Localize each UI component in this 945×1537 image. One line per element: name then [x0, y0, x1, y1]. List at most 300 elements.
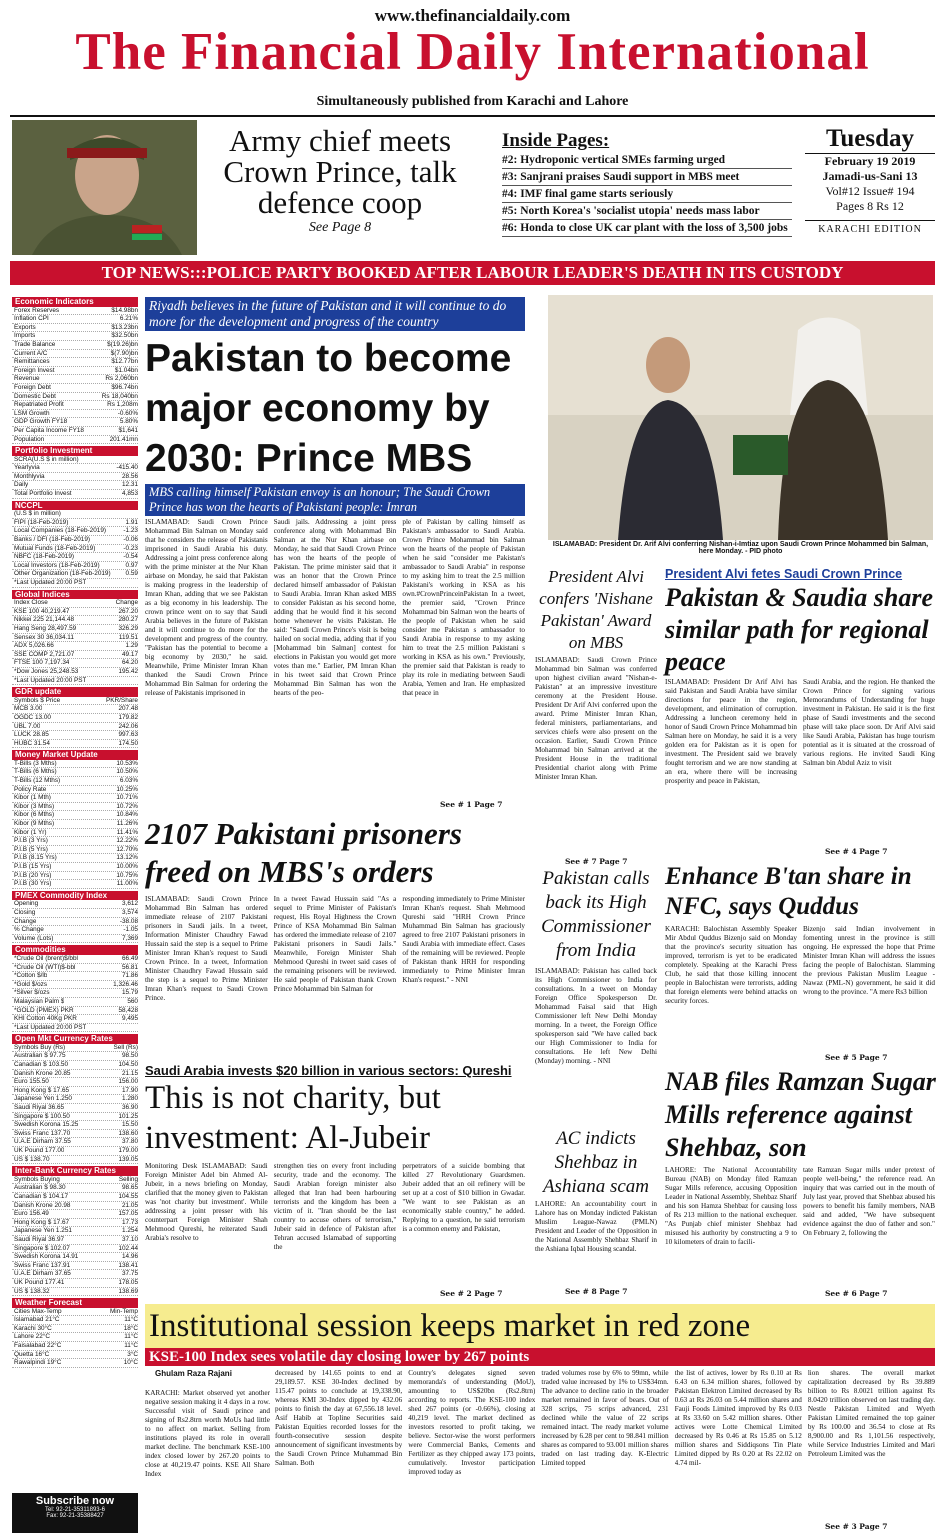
row-value: 1.29: [125, 642, 138, 650]
openmkt-row: [12, 1044, 138, 1053]
row-value: 156.00: [118, 1078, 138, 1086]
alvi-body-2: [665, 678, 935, 855]
row-value: 157.05: [118, 1210, 138, 1218]
row-value: 37.75: [122, 1270, 138, 1278]
army-chief-photo: [12, 120, 197, 255]
row-label: Swiss Franc 137.70: [14, 1129, 71, 1137]
row-label: P.I.B (30 Yrs): [14, 880, 52, 888]
alvi-deck[interactable]: President Alvi confers 'Nishane Pakistan' Award on MBS: [539, 567, 653, 652]
volume-issue: Vol#12 Issue# 194: [825, 184, 915, 198]
money-row: [12, 786, 138, 795]
money-row: [12, 863, 138, 872]
pmex-row: [12, 926, 138, 935]
alvi-col-3: Saudi Arabia, and the region. He thanked the Crown Prince for signing various Memorandums of Understanding for huge investment in Pakistan. He said it is the first phase of Saudi investments and the second phase will take place soon. Dr Arif Alvi said like Saudi Arabia, Pakistan has huge tourism potential as it is situated at the crossroad of various regions. He invited Saudi King Salman bin Abdul Aziz to visit: [803, 678, 935, 767]
date-box: [805, 125, 935, 235]
row-value: 37.10: [122, 1235, 138, 1243]
subscribe-fax: Fax: 92-21-35388427: [46, 1513, 104, 1519]
global-header: Global Indices: [12, 590, 138, 600]
row-value: 138.41: [118, 1261, 138, 1269]
row-label: Daily: [14, 481, 29, 489]
econ-row: [12, 393, 138, 402]
global-row: [12, 642, 138, 651]
row-value: 10.53%: [116, 759, 138, 767]
row-value: 138.60: [118, 1129, 138, 1137]
row-label: P.I.B (15 Yrs): [14, 863, 52, 870]
row-label: Lahore 22°C: [14, 1333, 50, 1341]
row-value: -0.06: [123, 536, 138, 544]
row-value: 0.97: [125, 561, 138, 569]
jubeir-see-page[interactable]: See # 2 Page 7: [440, 1289, 503, 1298]
interbank-row: [12, 1245, 138, 1254]
row-label: LSM Growth: [14, 409, 50, 417]
row-label: ADX 5,026.66: [14, 642, 54, 650]
global-row: [12, 616, 138, 625]
row-value: 195.42: [118, 667, 138, 675]
openmkt-row: [12, 1061, 138, 1070]
row-value: Min-Temp: [109, 1307, 138, 1315]
row-value: 37.80: [122, 1138, 138, 1146]
row-label: OGDC 13.00: [14, 713, 51, 721]
nab-col-1: LAHORE: The National Accountability Bureau (NAB) on Monday filed Ramzan Sugar Mills reference, accusing Opposition Leader in National Assembly, Shehbaz Sharif and his son Hamza Shehbaz for causing loss of Rs 213 million to the national exchequer. "As Punjab chief minister Shehbaz had misused his authority by constructing a 9 to 10 kilometers of drain to facili-: [665, 1166, 797, 1246]
market-subhead[interactable]: KSE-100 Index sees volatile day closing lower by 267 points: [145, 1348, 935, 1366]
econ-row: [12, 436, 138, 445]
row-label: Monthlyvia: [14, 472, 45, 480]
lead-col-2: Saudi jails. Addressing a joint press conference along with Mohammad Bin Salman at the Nur Khan airbase on Monday, he said that Saudi Crown Prince has won the hearts of the people of Pakistan. The prime minister said that it was an honor that the Crown Prince declared himself ambassador of Pakistan to Saudi Arabia. Imran Khan asked MBS to consider Pakistan as his second home, adding that he would find it his second home whenever he visits Pakistan. He said: "Saudi Crown Prince's visit is being hailed on social media, adding that if you [Mohammad bin Salman] contest for elections in Pakistan you would get more votes than me." Earlier, PM Imran Khan in his tweet said that Crown Prince Mohammad Bin Salman has won the hearts of the peo-: [273, 518, 397, 697]
row-value: 66.49: [122, 954, 138, 962]
row-value: 56.81: [122, 963, 138, 971]
row-value: 5.80%: [119, 418, 138, 426]
row-value: 326.29: [118, 624, 138, 632]
row-label: Domestic Debt: [14, 392, 56, 400]
interbank-row: [12, 1193, 138, 1202]
openmkt-row: [12, 1130, 138, 1139]
row-label: Canadian $ 104.17: [14, 1192, 69, 1200]
row-value: $(7.90)bn: [110, 349, 138, 357]
army-chief-portrait-icon: [12, 120, 197, 255]
row-value: 178.05: [118, 1278, 138, 1286]
lead-headline[interactable]: Pakistan to become major economy by 2030: Prince MBS: [145, 337, 512, 480]
row-label: FIPI (18-Feb-2019): [14, 518, 69, 526]
row-label: Rawalpindi 19°C: [14, 1359, 62, 1367]
row-value: 15.50: [122, 1121, 138, 1129]
row-label: *GOLD (PMEX) PKR: [14, 1006, 74, 1014]
commodities-row: [12, 998, 138, 1007]
nccpl-row: [12, 510, 138, 519]
econ-row: [12, 384, 138, 393]
row-value: 11.26%: [116, 820, 138, 828]
nccpl-row: [12, 570, 138, 579]
row-label: U.A.E Dirham 37.55: [14, 1138, 71, 1146]
row-value: 1.280: [122, 1095, 138, 1103]
nab-body: [665, 1166, 935, 1288]
openmkt-row: [12, 1087, 138, 1096]
interbank-row: [12, 1210, 138, 1219]
row-value: $96.74bn: [111, 383, 138, 391]
row-label: % Change: [14, 926, 44, 934]
openmkt-row: [12, 1113, 138, 1122]
row-label: Closing: [14, 908, 36, 916]
money-row: [12, 811, 138, 820]
row-value: 139.05: [118, 1155, 138, 1163]
alvi-col-2: ISLAMABAD: President Dr Arif Alvi has said Pakistan and Saudi Arabia have similar directions for peace in the region, development, and elimination of corruption. Addressing a luncheon ceremony held in honor of Saudi Crown Prince Mohammad bin Salman here on Monday, he said it is a very golden era for Pakistan as it is open for investment. The President said we bravely fought terrorism and we are now standing at an era, where there will be increasing prosperity and peace in Pakistan,: [665, 678, 797, 785]
row-label: SSE COMP 2,721.07: [14, 650, 75, 658]
row-value: Change: [115, 599, 138, 607]
row-label: *Crude Oil (WTI)$-bbl: [14, 963, 76, 971]
row-label: Foreign Invest: [14, 366, 55, 374]
weather-row: [12, 1316, 138, 1325]
jubeir-col-3: perpetrators of a suicide bombing that killed 27 Revolutionary Guardsmen. Jubeir added that an oil refinery will be set up at a cost of $10 billion in Gwadar. "We want to see Pakistan as an economically stable country," he added. Replying to a question, he said terrorism is a common enemy and Pakistan,: [402, 1162, 526, 1233]
alvi-see-1[interactable]: See # 7 Page 7: [565, 857, 628, 866]
market-byline: Ghulam Raza Rajani: [155, 1369, 232, 1378]
commodities-row: [12, 972, 138, 981]
econ-row: [12, 358, 138, 367]
row-label: Volume (Lots): [14, 934, 54, 942]
market-body-2: [275, 1369, 935, 1529]
money-row: [12, 768, 138, 777]
row-label: Danish Krone 20.85: [14, 1069, 71, 1077]
row-value: Selling: [118, 1175, 138, 1183]
row-label: Change: [14, 917, 37, 925]
prisoners-body: [145, 895, 525, 1055]
row-label: Trade Balance: [14, 340, 56, 348]
gdr-header: GDR update: [12, 687, 138, 697]
shehbaz-body: [535, 1200, 657, 1285]
pages-price: Pages 8 Rs 12: [836, 199, 904, 213]
row-label: Kibor (1 Mth): [14, 794, 51, 802]
row-label: Hong Kong $ 17.65: [14, 1086, 70, 1094]
row-label: *Dow Jones 25,248.53: [14, 667, 79, 675]
quddus-see-page[interactable]: See # 5 Page 7: [825, 1053, 888, 1062]
row-label: MCB 3.00: [14, 705, 43, 713]
row-label: Kibor (3 Mths): [14, 802, 55, 810]
money-row: [12, 820, 138, 829]
row-value: -0.54: [123, 553, 138, 561]
row-label: Singapore $ 100.50: [14, 1112, 70, 1120]
row-value: $14.98bn: [111, 306, 138, 314]
global-row: [12, 659, 138, 668]
row-label: Saudi Riyal 36.97: [14, 1235, 65, 1243]
pmex-row: [12, 909, 138, 918]
row-label: SCRA(U.S $ in million): [14, 455, 79, 463]
nab-headline[interactable]: NAB files Ramzan Sugar Mills reference against Shehbaz, son: [665, 1067, 936, 1162]
openmkt-row: [12, 1156, 138, 1165]
row-label: Per Capita Income FY18: [14, 426, 84, 434]
portfolio-row: [12, 464, 138, 473]
jubeir-headline[interactable]: This is not charity, but investment: Al-Jubeir: [145, 1080, 441, 1156]
interbank-row: [12, 1227, 138, 1236]
money-row: [12, 803, 138, 812]
website-url[interactable]: www.thefinancialdaily.com: [374, 6, 571, 25]
row-label: UK Pound 177.00: [14, 1147, 65, 1154]
row-value: Rs 1,208m: [107, 401, 138, 409]
econ-row: [12, 332, 138, 341]
global-row: [12, 599, 138, 608]
econ-row: [12, 401, 138, 410]
row-label: KHI Cotton 40Kg PKR: [14, 1015, 77, 1023]
row-label: Repatriated Profit: [14, 401, 64, 409]
masthead: The Financial Daily International: [75, 23, 870, 81]
subscribe-title[interactable]: Subscribe now: [35, 1495, 115, 1507]
row-value: 1.91: [125, 518, 138, 526]
market-col-4: traded volumes rose by 6% to 99mn, while traded value increased by 1% to US$34mn. The advance to decline ratio in the broader market remained in favor of bears. Out of 328 scrips, 75 scrips advanced, 231 declined while the value of 22 scrips remained intact. The ready market volume increased by 6.28 per cent to 98.841 million shares as compared to 93.001 million shares traded on last trading day. K-Electric Limited topped: [541, 1369, 669, 1467]
photo-caption: ISLAMABAD: President Dr. Arif Alvi conferring Nishan-i-Imtiaz upon Saudi Crown Prince Mohammed bin Salman, here Monday. - PID photo: [552, 541, 929, 555]
india-body: [535, 967, 657, 1122]
row-label: Inflation CPI: [14, 315, 49, 323]
row-value: 179.82: [118, 713, 138, 721]
date: February 19 2019: [824, 154, 916, 168]
row-label: Mutual Funds (18-Feb-2019): [14, 544, 96, 552]
nccpl-row: [12, 562, 138, 571]
shehbaz-see-page[interactable]: See # 8 Page 7: [565, 1287, 628, 1296]
row-label: *Silver $/ozs: [14, 989, 50, 997]
lead-see-page[interactable]: See # 1 Page 7: [440, 800, 503, 809]
row-value: PKR/Share: [106, 696, 138, 704]
row-value: 3,574: [122, 908, 138, 916]
money-row: [12, 794, 138, 803]
row-label: Foreign Debt: [14, 383, 51, 391]
openmkt-row: [12, 1070, 138, 1079]
row-label: Local Investors (18-Feb-2019): [14, 561, 100, 569]
alvi-label[interactable]: President Alvi fetes Saudi Crown Prince: [665, 567, 903, 581]
commodities-header: Commodities: [12, 945, 138, 955]
inside-item[interactable]: #3: Sanjrani praises Saudi support in MBS meet: [502, 169, 792, 186]
row-label: FTSE 100 7,197.34: [14, 659, 70, 667]
econ-row: [12, 410, 138, 419]
money-row: [12, 829, 138, 838]
quddus-col-2: Bizenjo said Indian involvement in fomenting unrest in the province is still ongoing. He expressed the hope that Prime Minister Imran Khan will address the issues facing the people of Balochistan. Slamming the previous Pakistan Muslim League - Nawaz (PML-N) government, he said it did wrong to the province. "A mere Rs3 billion: [803, 925, 935, 996]
interbank-row: [12, 1262, 138, 1271]
alvi-headline[interactable]: Pakistan & Saudia share similar path for regional peace: [665, 583, 934, 676]
inside-item[interactable]: #2: Hydroponic vertical SMEs farming urged: [502, 152, 792, 169]
portfolio-header: Portfolio Investment: [12, 446, 138, 456]
row-label: *Last Updated 20:00 PST: [14, 1023, 87, 1031]
row-label: GDP Growth FY18: [14, 418, 68, 426]
row-label: Faisalabad 22°C: [14, 1342, 62, 1350]
india-headline[interactable]: Pakistan calls back its High Commissioner from India: [541, 868, 651, 961]
row-value: 10.25%: [116, 785, 138, 793]
money-row: [12, 854, 138, 863]
global-row: [12, 651, 138, 660]
subscribe-box[interactable]: [12, 1493, 138, 1533]
interbank-row: [12, 1176, 138, 1185]
row-label: Hong Kong $ 17.67: [14, 1218, 70, 1226]
row-label: Imports: [14, 332, 36, 340]
portfolio-row: [12, 481, 138, 490]
global-row: [12, 668, 138, 677]
row-value: 11.00%: [116, 880, 138, 888]
weather-row: [12, 1333, 138, 1342]
quddus-headline[interactable]: Enhance B'tan share in NFC, says Quddus: [665, 863, 912, 920]
row-value: 10.84%: [116, 811, 138, 819]
row-value: -1.05: [123, 926, 138, 934]
econ-row: [12, 315, 138, 324]
nab-col-2: tate Ramzan Sugar mills under pretext of people well-being," the reference read. An inquiry that was carried out in the mouth of July last year, proved that Shehbaz abused his powers to benefit his family members, NAB said and added, "We have subsequent evidence against the duo of father and son." On February 2, following the: [803, 1166, 935, 1237]
row-value: -1.23: [123, 527, 138, 535]
row-label: Sensex 30 36,034.11: [14, 633, 74, 641]
nab-see-page[interactable]: See # 6 Page 7: [825, 1289, 888, 1298]
row-value: $1.04bn: [114, 366, 138, 374]
row-value: 58,428: [118, 1006, 138, 1014]
row-value: 9,495: [122, 1015, 138, 1023]
openmkt-row: [12, 1078, 138, 1087]
row-label: Quetta 16°C: [14, 1350, 50, 1358]
row-label: Forex Reserves: [14, 306, 60, 314]
money-row: [12, 837, 138, 846]
commodities-row: [12, 1024, 138, 1033]
header-rule: [10, 115, 935, 117]
market-body-1: [145, 1389, 270, 1529]
pmex-header: PMEX Commodity Index: [12, 891, 138, 901]
row-label: Exports: [14, 323, 36, 331]
row-value: 101.25: [118, 1112, 138, 1120]
pmex-row: [12, 935, 138, 944]
row-label: Australian $ 97.75: [14, 1052, 66, 1060]
gdr-row: [12, 723, 138, 732]
subscribe-tel: Tel: 92-21-35311893-6: [45, 1507, 105, 1513]
alvi-see-2[interactable]: See # 4 Page 7: [825, 847, 888, 856]
weather-row: [12, 1308, 138, 1317]
row-value: 267.20: [118, 607, 138, 615]
row-value: Sell (Rs): [113, 1043, 138, 1051]
lead-deck: MBS calling himself Pakistan envoy is an honour; The Saudi Crown Prince has won the hearts of Pakistani people: Imran: [145, 484, 525, 516]
commodities-row: [12, 981, 138, 990]
market-headline[interactable]: Institutional session keeps market in red zone: [145, 1304, 935, 1348]
row-label: Population: [14, 435, 45, 443]
row-label: Revenue: [14, 375, 40, 383]
pmex-row: [12, 918, 138, 927]
row-label: Cities Max-Temp: [14, 1307, 62, 1315]
lead-body: [145, 518, 525, 808]
row-label: LUCK 28.85: [14, 731, 49, 739]
row-value: 11°C: [124, 1342, 138, 1350]
row-label: P.I.B (3 Yrs): [14, 837, 48, 845]
portfolio-row: [12, 490, 138, 499]
row-label: P.I.B (5 Yrs): [14, 845, 48, 853]
econ-row: [12, 341, 138, 350]
row-value: 104.50: [118, 1061, 138, 1069]
row-value: 12.22%: [116, 837, 138, 845]
row-label: Karachi 30°C: [14, 1324, 52, 1332]
alvi-body-1: [535, 656, 657, 856]
row-label: P.I.B (20 Yrs): [14, 871, 52, 879]
row-label: Singapore $ 102.07: [14, 1244, 70, 1252]
row-value: $13.23bn: [111, 323, 138, 331]
row-value: 10.71%: [116, 794, 138, 802]
ear-see-page[interactable]: See Page 8: [308, 220, 372, 235]
row-value: 12.70%: [116, 845, 138, 853]
row-value: 98.50: [122, 1052, 138, 1060]
row-label: T-Bills (12 Mths): [14, 777, 61, 785]
openmkt-row: [12, 1095, 138, 1104]
weather-header: Weather Forecast: [12, 1298, 138, 1308]
jubeir-col-2: strengthen ties on every front including security, trade and the economy. The Saudi Arabian foreign minister also alleged that Iran had been harbouring terrorists and the kingdom has been a victim of it. "Iran should be the last country to accuse others of terrorism," Jubeir said in defence of Pakistan after Tehran accused Islamabad of supporting the: [273, 1162, 397, 1251]
interbank-row: [12, 1236, 138, 1245]
inside-item[interactable]: #4: IMF final game starts seriously: [502, 186, 792, 203]
market-see-page[interactable]: See # 3 Page 7: [825, 1522, 888, 1531]
hijri-date: Jamadi-us-Sani 13: [822, 169, 918, 183]
openmkt-header: Open Mkt Currency Rates: [12, 1034, 138, 1044]
prisoners-headline[interactable]: 2107 Pakistani prisoners freed on MBS's orders: [145, 816, 462, 889]
commodities-row: [12, 964, 138, 973]
ear-headline[interactable]: Army chief meets Crown Prince, talk defence coop: [223, 123, 457, 220]
row-label: Kibor (1 Yr): [14, 828, 47, 836]
inside-pages-box: [502, 130, 792, 237]
row-value: 7,369: [122, 934, 138, 942]
row-value: 10.72%: [116, 802, 138, 810]
row-value: 18°C: [123, 1324, 138, 1332]
gdr-row: [12, 697, 138, 706]
row-value: -415.40: [116, 464, 138, 472]
pmex-row: [12, 900, 138, 909]
inside-item[interactable]: #6: Honda to close UK car plant with the loss of 3,500 jobs: [502, 220, 792, 237]
row-value: 201.41mn: [109, 435, 138, 443]
money-row: [12, 846, 138, 855]
global-row: [12, 634, 138, 643]
money-row: [12, 880, 138, 889]
india-col: ISLAMABAD: Pakistan has called back its High Commissioner to India for consultations. In a tweet on Monday Foreign Office Spokesperson Dr. Mohammad Faisal said that High Commissioner left New Delhi Monday morning. In a tweet, the Foreign Office spokesperson said "We have called back our High Commissioner to India for consultations. He left New Delhi (Monday) morning. - NNI: [535, 967, 657, 1065]
row-value: 4,853: [122, 490, 138, 498]
row-label: Hang Seng 28,497.59: [14, 624, 77, 632]
row-label: HUBC 31.54: [14, 739, 50, 747]
row-label: Malaysian Palm $: [14, 997, 65, 1005]
commodities-row: [12, 989, 138, 998]
row-value: 13.12%: [116, 854, 138, 862]
gdr-row: [12, 714, 138, 723]
nccpl-row: [12, 545, 138, 554]
row-value: -0.23: [123, 544, 138, 552]
masthead-subtitle: Simultaneously published from Karachi and Lahore: [316, 94, 629, 109]
row-label: *Last Updated 20:00 PST: [14, 676, 87, 684]
row-value: 119.51: [118, 633, 138, 641]
row-label: (U.S $ in million): [14, 510, 61, 518]
row-value: 11°C: [124, 1316, 138, 1324]
row-value: -38.08: [119, 917, 138, 925]
econ-row: [12, 307, 138, 316]
row-label: Euro 156.49: [14, 1210, 49, 1218]
econ-row: [12, 375, 138, 384]
interbank-row: [12, 1279, 138, 1288]
portfolio-row: [12, 473, 138, 482]
row-label: Total Portfolio Invest: [14, 490, 72, 498]
row-value: 174.50: [118, 739, 138, 747]
interbank-row: [12, 1184, 138, 1193]
row-label: *Last Updated 20:00 PST: [14, 579, 87, 586]
row-label: US $ 138.32: [14, 1287, 50, 1295]
market-col-2: decreased by 141.65 points to end at 29,189.57. KSE 30-Index declined by 115.47 points to conclude at 19,338.90, whereas KMI 30-Index dipped by 432.06 points to finish the day at 67,556.18 level. Asif Habib at Topline Securities said Pakistan Equities recorded losses for the fourth-consecutive session despite announcement of significant investments by the Saudi Crown Prince Muhammad Bin Salman. Both: [275, 1369, 403, 1467]
row-value: 1.254: [122, 1227, 138, 1235]
row-value: 102.44: [118, 1244, 138, 1252]
money-row: [12, 872, 138, 881]
row-label: *Crude Oil (brent)$/bbl: [14, 954, 78, 962]
top-news-banner[interactable]: TOP NEWS:::POLICE PARTY BOOKED AFTER LABOUR LEADER'S DEATH IN ITS CUSTODY: [10, 261, 935, 285]
shehbaz-headline[interactable]: AC indicts Shehbaz in Ashiana scam: [542, 1128, 650, 1197]
quddus-body: [665, 925, 935, 1055]
row-value: 207.48: [118, 705, 138, 713]
jubeir-label[interactable]: Saudi Arabia invests $20 billion in various sectors: Qureshi: [145, 1063, 512, 1078]
inside-item[interactable]: #5: North Korea's 'socialist utopia' needs mass labor: [502, 203, 792, 220]
money-header: Money Market Update: [12, 750, 138, 760]
gdr-row: [12, 740, 138, 749]
row-label: US $ 138.70: [14, 1155, 50, 1163]
openmkt-row: [12, 1104, 138, 1113]
lead-col-1: ISLAMABAD: Saudi Crown Prince Mohammad Bin Salman on Monday said that he considers the release of Pakistanis imprisoned in Saudi Arabia his duty. Addressing a joint press conference along with the prime minister at the Nur Khan airbase on Monday, he said that Pakistan is making progress in the leadership of Imran Khan, adding that we see Pakistan as a big economy in his leadership. The crown prince went on to say that Saudi Arabia believes in the future of Pakistan and it will continue to do more for the development and progress of the country. "Pakistan has the potential to become a big economy by 2030," he said. Meanwhile, Prime Minister Imran Khan thanked the Saudi Crown Prince Mohammad Bin Salman for ordering the release of Pakistanis imprisoned in: [145, 518, 268, 697]
row-label: Local Companies (18-Feb-2019): [14, 527, 107, 535]
nccpl-row: [12, 527, 138, 536]
money-row: [12, 777, 138, 786]
nccpl-row: [12, 579, 138, 588]
row-value: 6.03%: [119, 777, 138, 785]
ear-story[interactable]: [205, 125, 475, 236]
